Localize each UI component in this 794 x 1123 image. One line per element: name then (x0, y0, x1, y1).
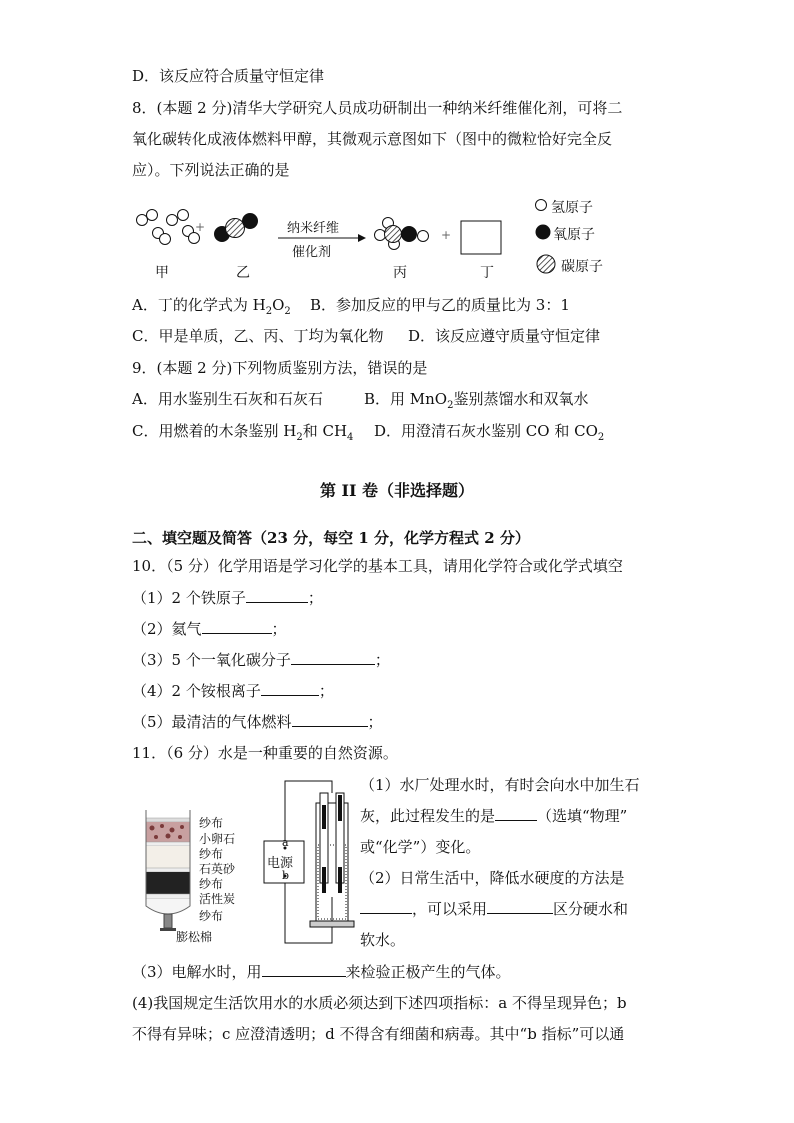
label-ding: 丁 (480, 265, 494, 281)
section-title: 第 II 卷（非选择题） (319, 481, 475, 500)
h2-molecules (137, 210, 200, 245)
q10-item-1: （1）2 个铁原子 ； (132, 589, 323, 607)
q8-stem-line2: 氧化碳转化成液体燃料甲醇，其微观示意图如下（图中的微粒恰好完全反 (132, 130, 613, 148)
filter-label-5: 纱布 (199, 877, 224, 891)
section-header: 二、填空题及简答（23 分，每空 1 分，化学方程式 2 分） (132, 529, 530, 547)
q11-stem: 11．（6 分）水是一种重要的自然资源。 (132, 744, 398, 762)
q9-stem: 9．(本题 2 分)下列物质鉴别方法，错误的是 (132, 359, 428, 377)
q8-stem-line3: 应）。下列说法正确的是 (132, 161, 290, 179)
q11-p1-line1: （1）水厂处理水时，有时会向水中加生石 (360, 776, 640, 794)
legend-oxygen-icon (536, 225, 551, 240)
filter-label-4: 石英砂 (199, 862, 236, 876)
label-yi: 乙 (236, 265, 250, 281)
q8-stem-line1: 8．(本题 2 分)清华大学研究人员成功研制出一种纳米纤维催化剂，可将二 (132, 99, 623, 117)
label-bing: 丙 (393, 265, 407, 281)
q9-option-a: A．用水鉴别生石灰和石灰石 (132, 390, 323, 408)
q11-p1-line2: 灰，此过程发生的是 （选填“物理” (360, 807, 628, 825)
q8-option-a: A．丁的化学式为 $H_2O_2$ (132, 296, 291, 317)
q10-item-2: （2）氦气 ； (132, 620, 287, 638)
arrow-condition-top: 纳米纤维 (287, 221, 340, 236)
filter-label-6: 活性炭 (199, 892, 236, 906)
q9-option-d: D．用澄清石灰水鉴别 CO 和 $CO_2$ (374, 422, 605, 443)
q9-option-b: B．用 MnO$_2$鉴别蒸馏水和双氧水 (364, 390, 589, 411)
filter-label-2: 小卵石 (199, 832, 236, 846)
legend-oxygen-label: 氧原子 (553, 227, 595, 243)
unknown-product-box (461, 221, 501, 254)
plus-sign-1: + (195, 220, 206, 234)
water-filter-figure (140, 810, 200, 936)
arrow-condition-bottom: 催化剂 (292, 245, 332, 260)
q8-option-c: C．甲是单质，乙、丙、丁均为氧化物 (132, 327, 384, 345)
q11-p4-line1: (4)我国规定生活饮用水的水质必须达到下述四项指标：a 不得呈现异色；b (132, 994, 627, 1012)
q11-p3: （3）电解水时，用 来检验正极产生的气体。 (132, 963, 511, 981)
filter-label-1: 纱布 (199, 816, 224, 830)
q10-item-5: （5）最清洁的气体燃料 ； (132, 713, 383, 731)
q10-stem: 10．（5 分）化学用语是学习化学的基本工具，请用化学符合或化学式填空 (132, 557, 623, 575)
q11-p2-line1: （2）日常生活中，降低水硬度的方法是 (360, 869, 625, 887)
filter-label-8: 膨松棉 (176, 930, 213, 944)
plus-sign-2: + (441, 228, 452, 242)
label-jia: 甲 (155, 265, 169, 281)
legend-hydrogen-label: 氢原子 (551, 200, 593, 216)
legend-hydrogen-icon (536, 200, 547, 211)
legend-carbon-icon (537, 255, 555, 273)
filter-label-7: 纱布 (199, 909, 224, 923)
q11-p1-line3: 或“化学”）变化。 (360, 838, 481, 856)
co2-molecule (214, 213, 258, 242)
q10-item-4: （4）2 个铵根离子 ； (132, 682, 334, 700)
q11-p4-line2: 不得有异味；c 应澄清透明；d 不得含有细菌和病毒。其中“b 指标”可以通 (132, 1025, 625, 1043)
q10-item-3: （3）5 个一氧化碳分子 ； (132, 651, 390, 669)
q8-option-d: D．该反应遵守质量守恒定律 (408, 327, 601, 345)
q11-p2-line2: ，可以采用 区分硬水和 (360, 899, 628, 919)
q7-option-d: D．该反应符合质量守恒定律 (132, 67, 325, 85)
electrode-b-label: b (282, 869, 290, 882)
q11-p2-line3: 软水。 (360, 931, 406, 949)
power-supply-label: 电源 (267, 856, 294, 871)
q9-option-c: C．用燃着的木条鉴别 $H_2$和 $CH_4$ (132, 422, 354, 443)
reaction-diagram (130, 193, 610, 285)
legend-carbon-label: 碳原子 (561, 259, 603, 275)
q8-option-b: B．参加反应的甲与乙的质量比为 3：1 (310, 296, 570, 314)
methanol-molecule (375, 218, 429, 250)
electrode-a-label: a (282, 836, 289, 849)
filter-label-3: 纱布 (199, 847, 224, 861)
